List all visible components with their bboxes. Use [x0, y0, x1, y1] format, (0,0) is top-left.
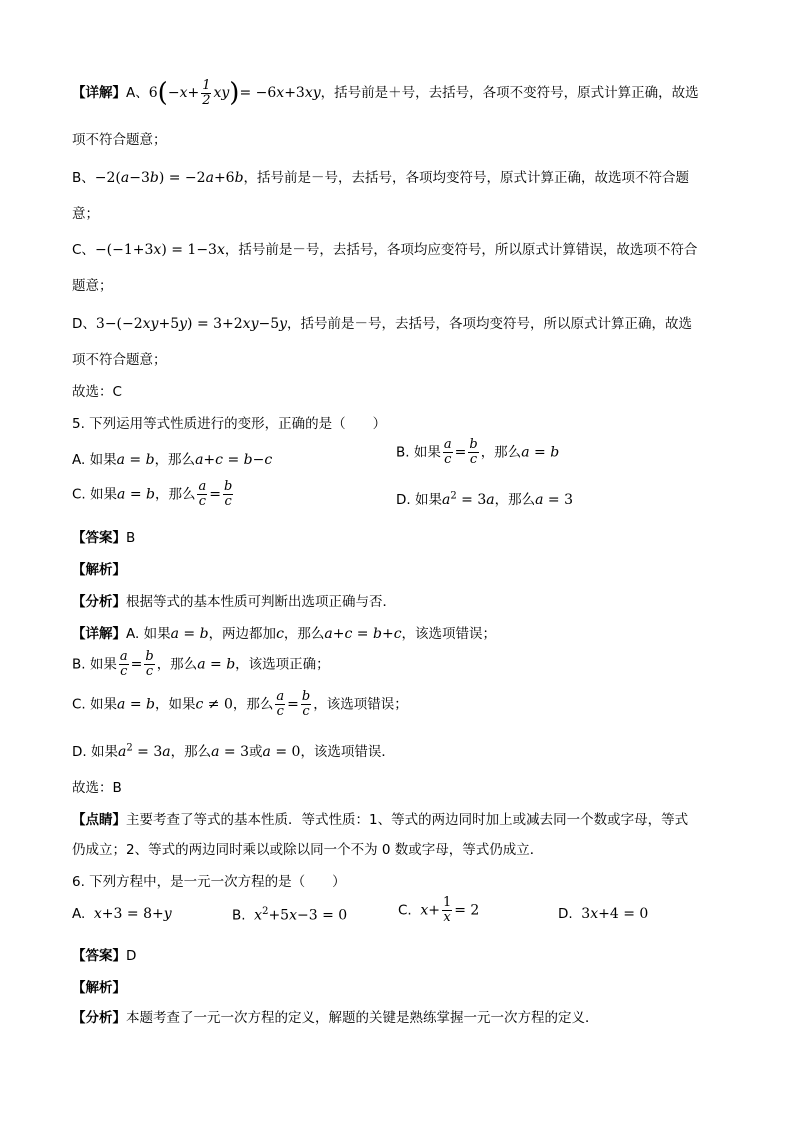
- detail-option-a: 【详解】A、6(−x+ $\frac{1}{2}$ xy)= −6x+3xy，括号前是＋号，去括号，各项不变符号，原式计算正确，故选: [72, 77, 699, 108]
- q6-option-a: A. x+3 = 8+y: [72, 906, 172, 922]
- q5-select: 故选：B: [72, 780, 122, 796]
- q5-dianjing-cont: 仍成立；2、等式的两边同时乘以或除以同一个不为 0 数或字母，等式仍成立．: [72, 842, 544, 858]
- detail-option-d: D、3−(−2xy+5y) = 3+2xy−5y，括号前是－号，去括号，各项均变符号，所以原式计算正确，故选: [72, 316, 693, 332]
- question-5-stem: 5. 下列运用等式性质进行的变形，正确的是（ ）: [72, 416, 387, 432]
- q5-answer: 【答案】B: [72, 530, 136, 546]
- q6-option-c: C. x+ $\frac{1}{x}$ = 2: [398, 895, 480, 925]
- q5-fenxi: 【分析】根据等式的基本性质可判断出选项正确与否．: [72, 594, 396, 610]
- q5-dianjing: 【点睛】主要考查了等式的基本性质．等式性质：1、等式的两边同时加上或减去同一个数或字母，等式: [72, 812, 689, 828]
- q5-detail-b: B. 如果 $\frac{a}{c}$ = $\frac{b}{c}$ ，那么a = b，该选项正确；: [72, 649, 330, 679]
- q5-option-b: B. 如果 $\frac{a}{c}$ = $\frac{b}{c}$ ，那么a = b: [396, 437, 560, 467]
- q6-answer: 【答案】D: [72, 948, 137, 964]
- q6-fenxi: 【分析】本题考查了一元一次方程的定义，解题的关键是熟练掌握一元一次方程的定义．: [72, 1010, 599, 1026]
- q5-detail-d: D. 如果$a^2 = 3a$，那么a = 3或a = 0，该选项错误．: [72, 742, 395, 760]
- q6-option-b: B. $x^2+5x-3 = 0$: [232, 906, 348, 924]
- question-6-stem: 6. 下列方程中，是一元一次方程的是（ ）: [72, 874, 346, 890]
- detail-option-c: C、−(−1+3x) = 1−3x，括号前是－号，去括号，各项均应变符号，所以原式计算错误，故选项不符合: [72, 242, 698, 258]
- q5-option-a: A. 如果a = b，那么a+c = b−c: [72, 452, 273, 468]
- detail-option-c-cont: 题意；: [72, 278, 113, 294]
- q6-analysis-tag: 【解析】: [72, 980, 126, 996]
- detail-tag: 【详解】: [72, 85, 126, 101]
- q5-analysis-tag: 【解析】: [72, 562, 126, 578]
- detail-option-b: B、−2(a−3b) = −2a+6b，括号前是－号，去括号，各项均变符号，原式计算正确，故选项不符合题: [72, 170, 690, 186]
- detail-option-b-cont: 意；: [72, 206, 99, 222]
- detail-option-d-cont: 项不符合题意；: [72, 352, 167, 368]
- select-answer-4: 故选：C: [72, 384, 122, 400]
- detail-option-a-cont: 项不符合题意；: [72, 132, 167, 148]
- q5-detail-a: 【详解】A. 如果a = b，两边都加c，那么a+c = b+c，该选项错误；: [72, 626, 497, 642]
- q5-option-c: C. 如果a = b，那么 $\frac{a}{c}$ = $\frac{b}{c}$: [72, 479, 233, 509]
- q5-detail-c: C. 如果a = b，如果c ≠ 0，那么 $\frac{a}{c}$ = $\frac{b}{c}$ ，该选项错误；: [72, 689, 408, 719]
- q6-option-d: D. 3x+4 = 0: [558, 906, 649, 922]
- q5-option-d: D. 如果$a^2 = 3a$，那么a = 3: [396, 490, 574, 508]
